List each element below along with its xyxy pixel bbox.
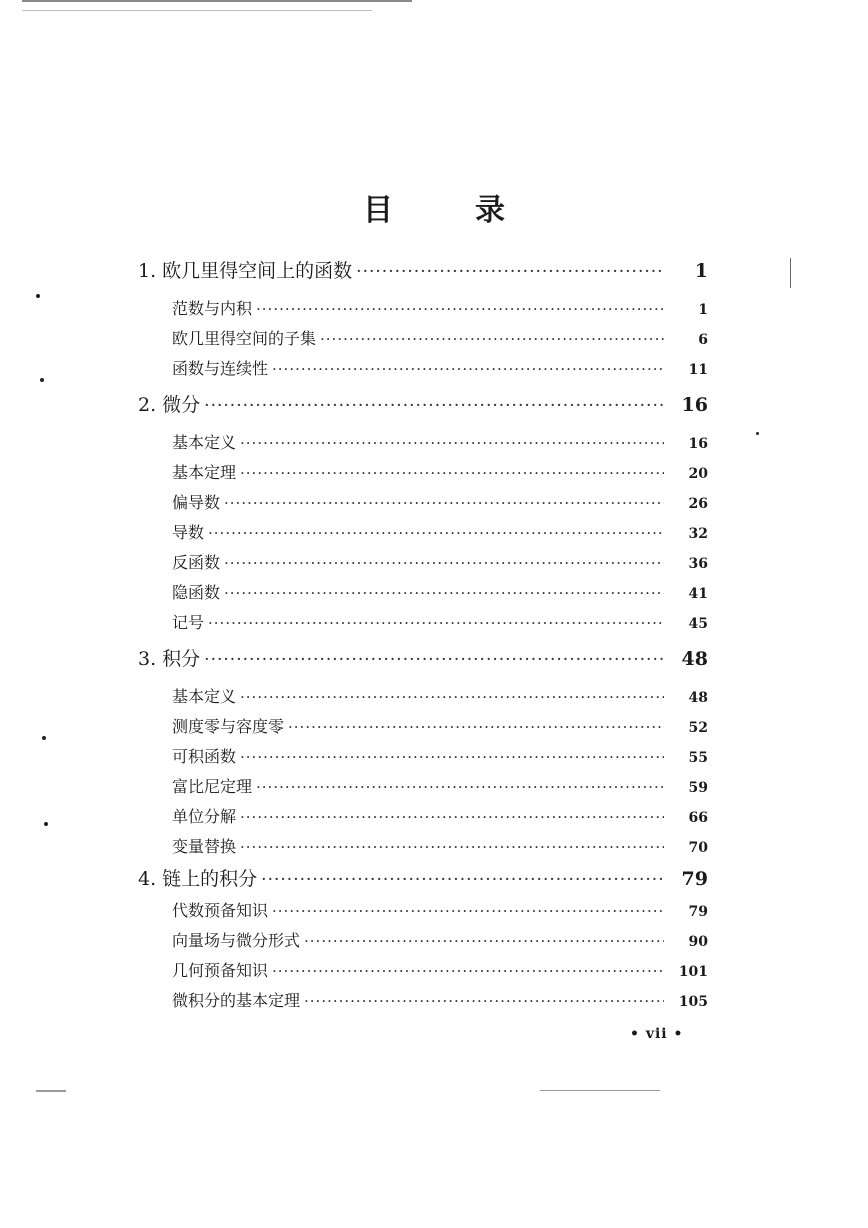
leader-dots: [272, 962, 664, 980]
leader-dots: [320, 330, 664, 348]
leader-dots: [256, 300, 664, 318]
toc-entry[interactable]: [138, 744, 718, 767]
toc-entry[interactable]: [138, 460, 718, 483]
toc-entry-label: 范数与内积: [172, 299, 253, 318]
toc-entry[interactable]: [138, 988, 718, 1011]
toc-entry[interactable]: [138, 864, 718, 891]
leader-dots: [304, 932, 664, 950]
toc-entry-page: 52: [688, 720, 708, 736]
toc-entry-page: 36: [688, 556, 708, 572]
toc-entry[interactable]: [138, 356, 718, 379]
toc-entry-label: 函数与连续性: [172, 359, 269, 378]
toc-entry[interactable]: [138, 256, 718, 283]
scan-artifact-line: [22, 0, 412, 2]
toc-entry[interactable]: [138, 834, 718, 857]
toc-entry-page: 6: [698, 332, 708, 348]
toc-entry[interactable]: [138, 296, 718, 319]
scan-speck: [36, 294, 40, 298]
toc-entry-page: 79: [688, 904, 708, 920]
leader-dots: [240, 434, 664, 452]
toc-entry[interactable]: [138, 390, 718, 417]
toc-entry-page: 1: [694, 260, 708, 282]
toc-entry-page: 20: [688, 466, 708, 482]
scan-artifact-line: [790, 258, 791, 288]
toc-entry[interactable]: [138, 958, 718, 981]
toc-entry[interactable]: [138, 684, 718, 707]
toc-entry-label: 基本定义: [172, 687, 237, 706]
leader-dots: [256, 778, 664, 796]
leader-dots: [272, 902, 664, 920]
scan-speck: [756, 432, 759, 435]
toc-entry-page: 55: [688, 750, 708, 766]
toc-entry[interactable]: [138, 550, 718, 573]
toc-entry[interactable]: [138, 580, 718, 603]
toc-entry-label: 测度零与容度零: [172, 717, 285, 736]
toc-entry-page: 59: [688, 780, 708, 796]
toc-entry[interactable]: [138, 804, 718, 827]
leader-dots: [224, 554, 664, 572]
toc-entry-page: 32: [688, 526, 708, 542]
leader-dots: [224, 584, 664, 602]
toc-entry[interactable]: [138, 430, 718, 453]
leader-dots: [204, 396, 664, 416]
toc-entry[interactable]: [138, 490, 718, 513]
toc-entry-label: 向量场与微分形式: [172, 931, 301, 950]
leader-dots: [304, 992, 664, 1010]
scan-artifact-line: [36, 1090, 66, 1092]
toc-entry[interactable]: [138, 898, 718, 921]
toc-entry-page: 16: [688, 436, 708, 452]
toc-entry-page: 79: [681, 868, 708, 890]
toc-entry-label: 代数预备知识: [172, 901, 269, 920]
toc-entry-page: 48: [681, 648, 708, 670]
title-char-1: 目: [363, 193, 393, 228]
scan-speck: [40, 378, 44, 382]
toc-entry-label: 2. 微分: [138, 394, 201, 416]
toc-entry-label: 单位分解: [172, 807, 237, 826]
toc-entry-label: 3. 积分: [138, 648, 201, 670]
toc-entry-page: 45: [688, 616, 708, 632]
toc-entry-page: 48: [688, 690, 708, 706]
toc-entry-page: 66: [688, 810, 708, 826]
toc-entry-label: 微积分的基本定理: [172, 991, 301, 1010]
scan-artifact-line: [22, 10, 372, 11]
leader-dots: [261, 870, 664, 890]
leader-dots: [208, 524, 664, 542]
leader-dots: [288, 718, 664, 736]
toc-entry-page: 1: [698, 302, 708, 318]
toc-entry-label: 记号: [172, 613, 205, 632]
leader-dots: [224, 494, 664, 512]
toc-entry-label: 基本定义: [172, 433, 237, 452]
toc-entry-label: 可积函数: [172, 747, 237, 766]
leader-dots: [208, 614, 664, 632]
leader-dots: [272, 360, 664, 378]
toc-entry-label: 隐函数: [172, 583, 221, 602]
scan-artifact-line: [540, 1090, 660, 1091]
page-title: [0, 185, 868, 229]
toc-entry-label: 欧几里得空间的子集: [172, 329, 317, 348]
toc-entry-label: 偏导数: [172, 493, 221, 512]
toc-entry[interactable]: [138, 714, 718, 737]
toc-entry-page: 70: [688, 840, 708, 856]
toc-entry-label: 几何预备知识: [172, 961, 269, 980]
toc-entry-label: 1. 欧几里得空间上的函数: [138, 260, 353, 282]
toc-entry-label: 导数: [172, 523, 205, 542]
toc-entry-page: 105: [678, 994, 708, 1010]
leader-dots: [204, 650, 664, 670]
toc-entry[interactable]: [138, 610, 718, 633]
page-number: • vii •: [630, 1026, 684, 1042]
leader-dots: [240, 808, 664, 826]
title-char-2: 录: [475, 193, 505, 228]
toc-entry-page: 90: [688, 934, 708, 950]
toc-entry-label: 变量替换: [172, 837, 237, 856]
leader-dots: [240, 838, 664, 856]
scan-speck: [44, 822, 48, 826]
toc-entry-page: 101: [678, 964, 708, 980]
toc-entry[interactable]: [138, 928, 718, 951]
leader-dots: [240, 748, 664, 766]
toc-entry[interactable]: [138, 774, 718, 797]
toc-entry-page: 11: [688, 362, 708, 378]
leader-dots: [356, 262, 664, 282]
scan-speck: [42, 736, 46, 740]
toc-entry-page: 41: [688, 586, 708, 602]
leader-dots: [240, 464, 664, 482]
toc-entry-label: 基本定理: [172, 463, 237, 482]
toc-entry-label: 反函数: [172, 553, 221, 572]
toc-entry-label: 富比尼定理: [172, 777, 253, 796]
toc-entry-page: 16: [681, 394, 708, 416]
toc-entry[interactable]: [138, 326, 718, 349]
toc-entry[interactable]: [138, 520, 718, 543]
toc-entry[interactable]: [138, 644, 718, 671]
toc-entry-label: 4. 链上的积分: [138, 868, 258, 890]
leader-dots: [240, 688, 664, 706]
toc-entry-page: 26: [688, 496, 708, 512]
